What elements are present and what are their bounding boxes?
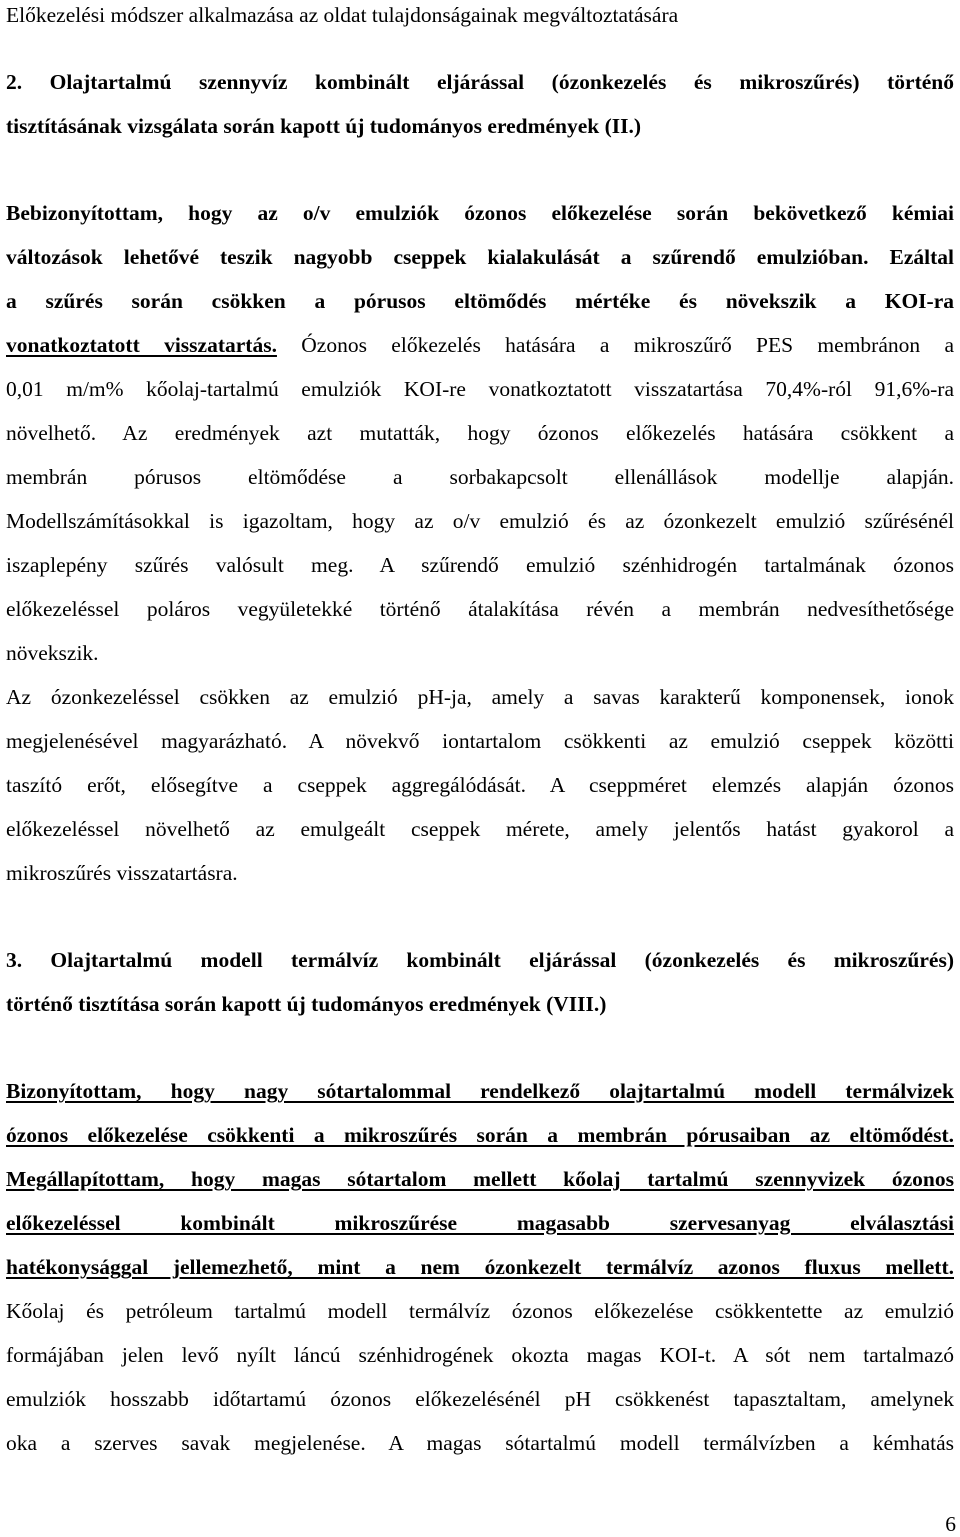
section-2-para2-line-4: előkezeléssel növelhető az emulgeált cseppek mérete, amely jelentős hatást gyakorol a <box>6 817 954 841</box>
page-header-title: Előkezelési módszer alkalmazása az oldat tulajdonságainak megváltoztatására <box>6 3 679 27</box>
page-number: 6 <box>945 1512 956 1536</box>
section-2-para2-line-5: mikroszűrés visszatartásra. <box>6 861 238 885</box>
section-2-body-line-3: membrán pórusos eltömődése a sorbakapcsolt ellenállások modellje alapján. <box>6 465 954 489</box>
section-2-para2-line-2: megjelenésével magyarázható. A növekvő iontartalom csökkenti az emulzió cseppek közötti <box>6 729 954 753</box>
section-2-thesis-line-2: változások lehetővé teszik nagyobb cseppek kialakulását a szűrendő emulzióban. Ezáltal <box>6 245 954 269</box>
section-2-body-line-4: Modellszámításokkal is igazoltam, hogy az o/v emulzió és az ózonkezelt emulzió szűrésénél <box>6 509 954 533</box>
section-3-body-line-4: oka a szerves savak megjelenése. A magas sótartalmú modell termálvízben a kémhatás <box>6 1431 954 1455</box>
section-3-heading-line-1: 3. Olajtartalmú modell termálvíz kombinált eljárással (ózonkezelés és mikroszűrés) <box>6 948 954 972</box>
section-3-thesis-line-2: ózonos előkezelése csökkenti a mikroszűrés során a membrán pórusaiban az eltömődést. <box>6 1123 954 1147</box>
section-2-body-start: Ózonos előkezelés hatására a mikroszűrő PES membránon a <box>276 333 954 357</box>
section-3-heading-line-2: történő tisztítása során kapott új tudományos eredmények (VIII.) <box>6 992 607 1016</box>
section-2-body-line-6: előkezeléssel poláros vegyületekké történő átalakítása révén a membrán nedvesíthetősége <box>6 597 954 621</box>
section-3-body-line-3: emulziók hosszabb időtartamú ózonos előkezelésénél pH csökkenést tapasztaltam, amelynek <box>6 1387 954 1411</box>
document-page <box>6 0 954 1537</box>
section-3-body-line-1: Kőolaj és petróleum tartalmú modell termálvíz ózonos előkezelése csökkentette az emulzió <box>6 1299 954 1323</box>
section-3-thesis-line-1: Bizonyítottam, hogy nagy sótartalommal rendelkező olajtartalmú modell termálvizek <box>6 1079 954 1103</box>
section-2-body-line-7: növekszik. <box>6 641 99 665</box>
section-2-body-line-5: iszaplepény szűrés valósult meg. A szűrendő emulzió szénhidrogén tartalmának ózonos <box>6 553 954 577</box>
section-3-body-line-2: formájában jelen levő nyílt láncú szénhidrogének okozta magas KOI-t. A sót nem tartalmazó <box>6 1343 954 1367</box>
section-2-thesis-line-3: a szűrés során csökken a pórusos eltömődés mértéke és növekszik a KOI-ra <box>6 289 954 313</box>
section-3-thesis-line-5: hatékonysággal jellemezhető, mint a nem ózonkezelt termálvíz azonos fluxus mellett. <box>6 1255 954 1279</box>
section-2-heading-line-1: 2. Olajtartalmú szennyvíz kombinált eljárással (ózonkezelés és mikroszűrés) történő <box>6 70 954 94</box>
section-2-mixed-line <box>6 323 954 367</box>
section-3-thesis-line-3: Megállapítottam, hogy magas sótartalom mellett kőolaj tartalmú szennyvizek ózonos <box>6 1167 954 1191</box>
section-2-body-line-2: növelhető. Az eredmények azt mutatták, hogy ózonos előkezelés hatására csökkent a <box>6 421 954 445</box>
section-2-heading-line-2: tisztításának vizsgálata során kapott új tudományos eredmények (II.) <box>6 114 642 138</box>
section-2-body-line-1: 0,01 m/m% kőolaj-tartalmú emulziók KOI-re vonatkoztatott visszatartása 70,4%-ról 91,6%-ra <box>6 377 954 401</box>
section-2-para2-line-1: Az ózonkezeléssel csökken az emulzió pH-ja, amely a savas karakterű komponensek, ionok <box>6 685 954 709</box>
section-2-thesis-end: vonatkoztatott visszatartás. <box>6 333 277 357</box>
section-2-para2-line-3: taszító erőt, elősegítve a cseppek aggregálódását. A cseppméret elemzés alapján ózonos <box>6 773 954 797</box>
section-2-thesis-line-1: Bebizonyítottam, hogy az o/v emulziók ózonos előkezelése során bekövetkező kémiai <box>6 201 954 225</box>
section-3-thesis-line-4: előkezeléssel kombinált mikroszűrése magasabb szervesanyag elválasztási <box>6 1211 954 1235</box>
